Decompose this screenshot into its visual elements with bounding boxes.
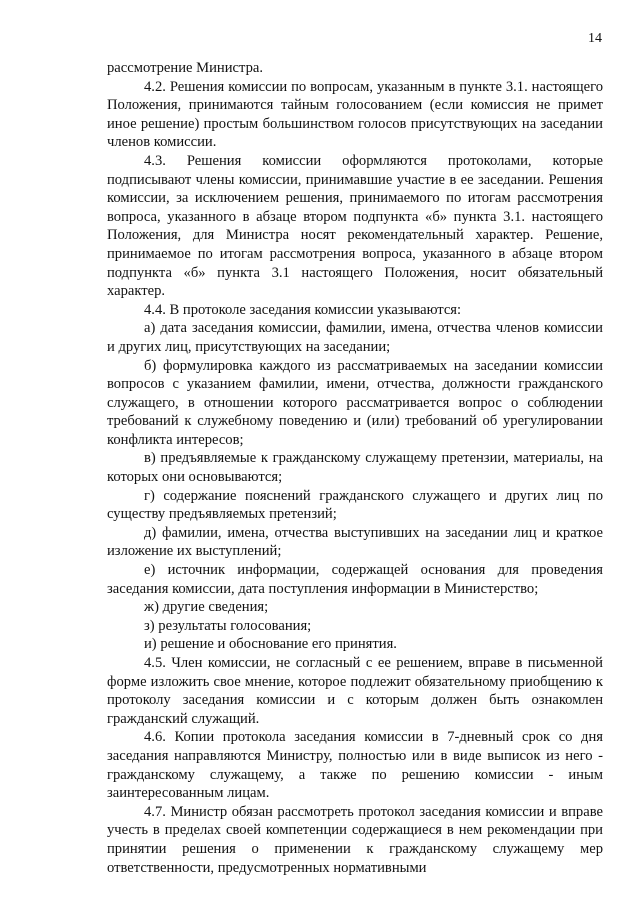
paragraph: 4.3. Решения комиссии оформляются протоколами, которые подписывают члены комиссии, принимавшие участие в ее заседании. Решения комиссии, за исключением решения, принимаемого по итогам рассмотрения вопроса, указанного в абзаце втором подпункта «б» пункта 3.1. настоящего Положения, для Министра носят рекомендательный характер. Решение, принимаемое по итогам рассмотрения вопроса, указанного в абзаце втором подпункта «б» пункта 3.1 настоящего Положения, носит обязательный характер. [107,152,603,300]
page-number: 14 [588,31,602,46]
paragraph: ж) другие сведения; [144,599,269,616]
paragraph: рассмотрение Министра. [107,60,264,76]
paragraph: е) источник информации, содержащей основания для проведения заседания комиссии, дата поступления информации в Министерство; [107,562,603,597]
paragraph: и) решение и обоснование его принятия. [144,636,397,653]
paragraph: з) результаты голосования; [144,617,312,634]
paragraph: 4.2. Решения комиссии по вопросам, указанным в пункте 3.1. настоящего Положения, принимаются тайным голосованием (если комиссия не примет иное решение) простым большинством голосов присутствующих на заседании членов комиссии. [107,78,603,151]
paragraph: 4.6. Копии протокола заседания комиссии в 7-дневный срок со дня заседания направляются Министру, полностью или в виде выписок из него - гражданскому служащему, а также по решению комиссии - иным заинтересованным лицам. [107,729,603,802]
paragraph: 4.7. Министр обязан рассмотреть протокол заседания комиссии и вправе учесть в пределах своей компетенции содержащиеся в нем рекомендации при принятии решения о применении к гражданскому служащему мер ответственности, предусмотренных нормативными [107,803,603,876]
document-body [107,59,603,877]
paragraph: 4.5. Член комиссии, не согласный с ее решением, вправе в письменной форме изложить свое мнение, которое подлежит обязательному приобщению к протоколу заседания комиссии и с которым должен быть ознакомлен гражданский служащий. [107,655,603,727]
paragraph: г) содержание пояснений гражданского служащего и других лиц по существу предъявляемых претензий; [107,487,603,523]
paragraph: д) фамилии, имена, отчества выступивших на заседании лиц и краткое изложение их выступлений; [107,524,603,560]
paragraph: а) дата заседания комиссии, фамилии, имена, отчества членов комиссии и других лиц, присутствующих на заседании; [107,320,603,355]
paragraph: б) формулировка каждого из рассматриваемых на заседании комиссии вопросов с указанием фамилии, имени, отчества, должности гражданского служащего, в отношении которого рассматривается вопрос о соблюдении требований к служебному поведению и (или) требований об урегулировании конфликта интересов; [107,357,603,448]
paragraph: 4.4. В протоколе заседания комиссии указываются: [144,301,462,318]
paragraph: в) предъявляемые к гражданскому служащему претензии, материалы, на которых они основываются; [107,450,603,486]
